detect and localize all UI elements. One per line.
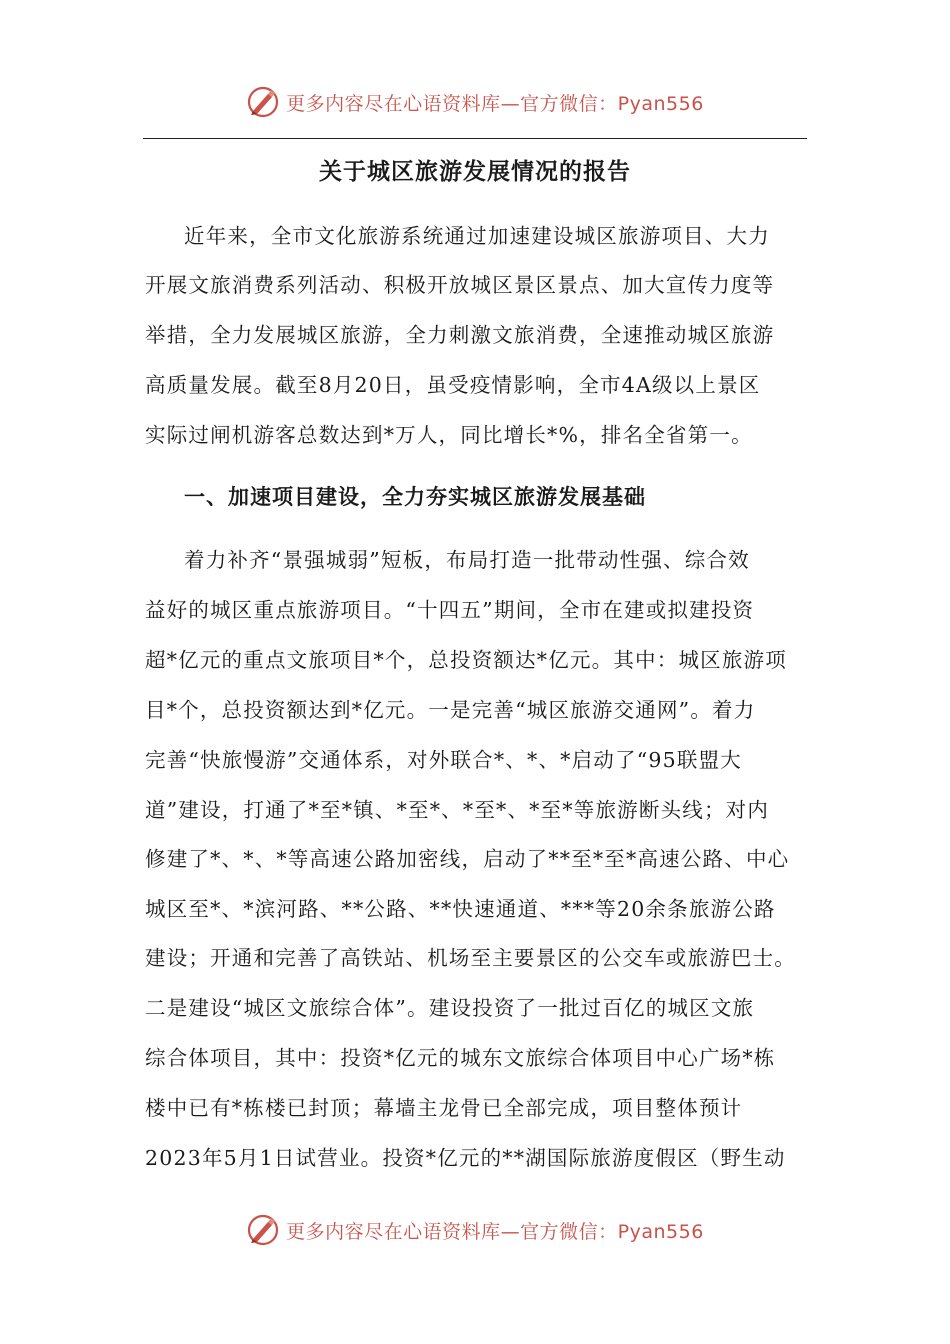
paragraph-line: 道”建设，打通了*至*镇、*至*、*至*、*至*等旅游断头线；对内 [145,798,770,822]
paragraph-line: 举措，全力发展城区旅游，全力刺激文旅消费，全速推动城区旅游 [145,323,775,347]
paragraph-line: 近年来，全市文化旅游系统通过加速建设城区旅游项目、大力 [184,224,770,248]
watermark-header [0,82,950,122]
paragraph-line: 开展文旅消费系列活动、积极开放城区景区景点、加大宣传力度等 [145,273,775,297]
paragraph-line: 着力补齐“景强城弱”短板，布局打造一批带动性强、综合效 [184,548,750,572]
section-heading: 一、加速项目建设，全力夯实城区旅游发展基础 [184,484,646,509]
paragraph-line: 益好的城区重点旅游项目。“十四五”期间，全市在建或拟建投资 [145,598,755,622]
header-divider [143,138,807,139]
pen-logo-icon [246,1213,280,1247]
paragraph-line: 实际过闸机游客总数达到*万人，同比增长*%，排名全省第一。 [145,423,753,447]
watermark-text: 更多内容尽在心语资料库—官方微信：Pyan556 [286,1220,704,1243]
paragraph-line: 修建了*、*、*等高速公路加密线，启动了**至*至*高速公路、中心 [145,847,790,871]
paragraph-line: 2023年5月1日试营业。投资*亿元的**湖国际旅游度假区（野生动 [145,1146,786,1170]
paragraph-line: 建设；开通和完善了高铁站、机场至主要景区的公交车或旅游巴士。 [145,946,796,970]
paragraph-line: 楼中已有*栋楼已封顶；幕墙主龙骨已全部完成，项目整体预计 [145,1096,743,1120]
paragraph-line: 综合体项目，其中：投资*亿元的城东文旅综合体项目中心广场*栋 [145,1046,776,1070]
paragraph-line: 高质量发展。截至8月20日，虽受疫情影响，全市4A级以上景区 [145,373,761,397]
paragraph-line: 完善“快旅慢游”交通体系，对外联合*、*、*启动了“95联盟大 [145,748,742,772]
paragraph-line: 城区至*、*滨河路、**公路、**快速通道、***等20余条旅游公路 [145,897,776,921]
paragraph-line: 二是建设“城区文旅综合体”。建设投资了一批过百亿的城区文旅 [145,996,755,1020]
paragraph-line: 目*个，总投资额达到*亿元。一是完善“城区旅游交通网”。着力 [145,698,756,722]
document-title: 关于城区旅游发展情况的报告 [319,158,631,185]
paragraph-line: 超*亿元的重点文旅项目*个，总投资额达*亿元。其中：城区旅游项 [145,648,787,672]
pen-logo-icon [246,85,280,119]
watermark-text: 更多内容尽在心语资料库—官方微信：Pyan556 [286,92,704,115]
watermark-footer [0,1210,950,1250]
